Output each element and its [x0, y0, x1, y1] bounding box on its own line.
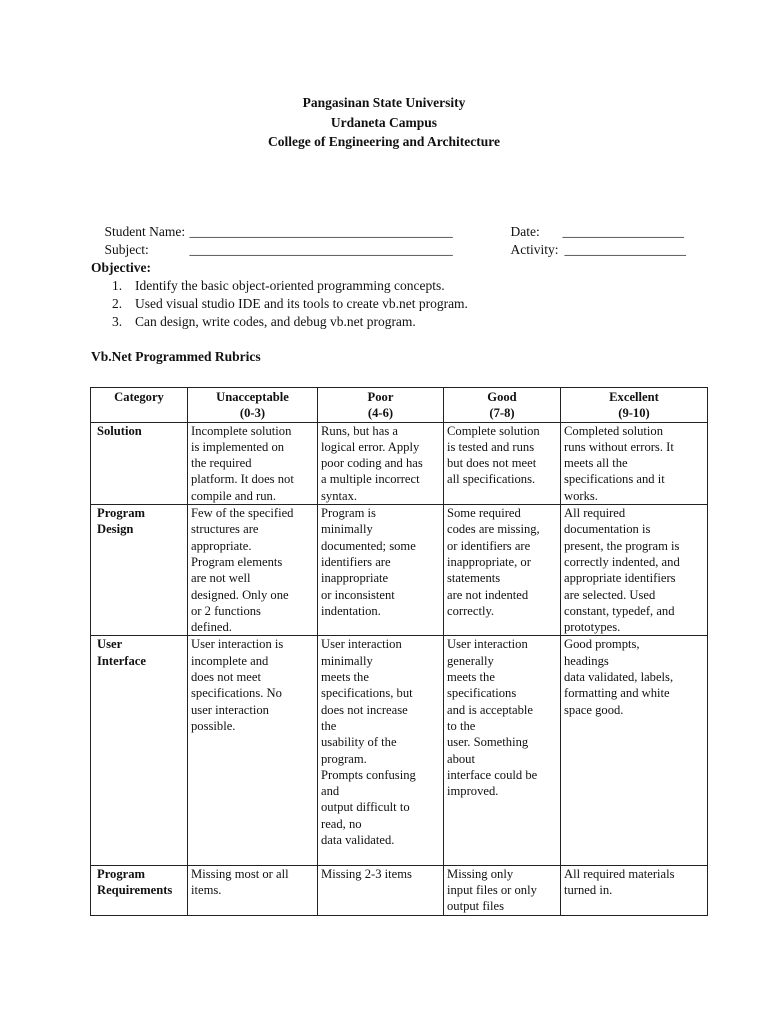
rubric-criteria-line: Good prompts,: [564, 637, 640, 652]
rubric-criteria-line: Runs, but has a: [321, 423, 398, 438]
rubric-row: [91, 636, 708, 865]
rubric-criteria-line: indentation.: [321, 603, 381, 618]
rubric-row: [91, 422, 708, 504]
rubric-category-line: Solution: [97, 423, 142, 438]
rubric-criteria-line: usability of the: [321, 735, 397, 750]
rubric-category-cell: [91, 422, 188, 504]
rubric-criteria-line: Completed solution: [564, 423, 663, 438]
rubric-criteria-line: designed. Only one: [191, 587, 289, 602]
activity-label: Activity:: [510, 242, 559, 257]
rubric-criteria-line: syntax.: [321, 488, 358, 503]
rubric-criteria-line: documented; some: [321, 538, 416, 553]
rubric-header-range: (7-8): [489, 406, 515, 421]
rubric-category-line: Program: [97, 506, 146, 521]
rubric-criteria-line: input files or only: [447, 882, 537, 897]
rubric-criteria-line: headings: [564, 653, 609, 668]
rubric-criteria-cell: [188, 636, 318, 865]
rubric-criteria-cell: [444, 505, 561, 636]
rubric-criteria-line: generally: [447, 653, 494, 668]
rubric-criteria-cell: [318, 865, 444, 915]
rubric-criteria-line: a multiple incorrect: [321, 472, 420, 487]
rubric-criteria-line: Program is: [321, 506, 376, 521]
rubric-criteria-cell: [188, 865, 318, 915]
rubric-criteria-line: the required: [191, 456, 252, 471]
rubric-criteria-line: constant, typedef, and: [564, 603, 675, 618]
rubric-criteria-line: Some required: [447, 506, 521, 521]
rubric-criteria-line: and is acceptable: [447, 702, 534, 717]
rubric-criteria-line: data validated, labels,: [564, 670, 674, 685]
rubric-header-row: [91, 388, 708, 423]
rubric-header-cell: [561, 388, 708, 423]
rubric-criteria-line: about: [447, 751, 475, 766]
rubric-table: [90, 387, 708, 916]
rubric-row: [91, 865, 708, 915]
rubric-criteria-line: but does not meet: [447, 456, 537, 471]
rubric-category-line: Program: [97, 866, 146, 881]
rubric-criteria-line: correctly indented, and: [564, 554, 680, 569]
rubric-criteria-cell: [318, 422, 444, 504]
date-label: Date:: [510, 224, 540, 239]
rubric-criteria-line: codes are missing,: [447, 522, 540, 537]
rubric-criteria-cell: [444, 636, 561, 865]
rubric-criteria-line: or 2 functions: [191, 603, 261, 618]
rubric-criteria-line: are not indented: [447, 587, 529, 602]
rubric-criteria-cell: [561, 865, 708, 915]
college-name: College of Engineering and Architecture: [268, 134, 500, 149]
objective-title: Objective:: [91, 260, 151, 275]
rubric-category-cell: [91, 636, 188, 865]
rubric-criteria-line: Few of the specified: [191, 506, 294, 521]
rubric-category-cell: [91, 505, 188, 636]
rubric-category-line: User: [97, 637, 123, 652]
rubric-criteria-line: appropriate.: [191, 538, 252, 553]
objective-section: [91, 259, 468, 331]
rubric-criteria-line: space good.: [564, 702, 624, 717]
rubric-criteria-line: platform. It does not: [191, 472, 294, 487]
rubric-criteria-line: Complete solution: [447, 423, 540, 438]
rubric-criteria-line: Prompts confusing: [321, 767, 416, 782]
rubric-criteria-line: All required materials: [564, 866, 675, 881]
rubric-criteria-line: works.: [564, 488, 598, 503]
activity-row: [497, 223, 559, 277]
rubric-header-name: Good: [487, 390, 517, 404]
objective-item: 3. Can design, write codes, and debug vb.net program.: [112, 314, 416, 329]
rubric-criteria-line: Incomplete solution: [191, 423, 292, 438]
rubric-criteria-line: appropriate identifiers: [564, 571, 676, 586]
rubric-criteria-line: compile and run.: [191, 488, 276, 503]
rubric-criteria-line: does not increase: [321, 702, 408, 717]
rubric-criteria-line: data validated.: [321, 833, 395, 848]
rubric-criteria-line: or inconsistent: [321, 587, 395, 602]
rubric-header-name: Excellent: [609, 390, 659, 404]
rubric-criteria-line: minimally: [321, 653, 373, 668]
rubric-criteria-line: are not well: [191, 571, 251, 586]
rubric-criteria-line: Missing 2-3 items: [321, 866, 412, 881]
subject-label: Subject:: [104, 242, 149, 257]
rubric-criteria-line: and: [321, 784, 340, 799]
campus-name: Urdaneta Campus: [330, 114, 438, 130]
rubric-criteria-line: all specifications.: [447, 472, 536, 487]
rubric-criteria-line: incomplete and: [191, 653, 269, 668]
document-header: [0, 93, 768, 152]
rubric-header-range: (9-10): [618, 406, 650, 421]
rubric-criteria-line: interface could be: [447, 767, 538, 782]
rubric-criteria-line: meets the: [447, 670, 495, 685]
rubric-criteria-cell: [318, 505, 444, 636]
rubric-criteria-line: All required: [564, 506, 626, 521]
objective-item: 2. Used visual studio IDE and its tools to create vb.net program.: [112, 296, 468, 311]
objective-list: [91, 277, 468, 331]
rubric-header-range: (4-6): [367, 406, 394, 421]
student-name-label: Student Name:: [104, 224, 186, 239]
student-name-line: _______________________________________: [189, 224, 453, 239]
rubric-criteria-line: output difficult to: [321, 800, 410, 815]
rubric-criteria-line: structures are: [191, 522, 259, 537]
rubric-criteria-line: specifications: [447, 686, 517, 701]
rubric-header-cell: [91, 388, 188, 423]
rubric-criteria-line: specifications, but: [321, 686, 413, 701]
rubric-criteria-cell: [318, 636, 444, 865]
rubric-row: [91, 505, 708, 636]
rubric-category-line: Design: [97, 522, 134, 537]
rubric-criteria-line: is tested and runs: [447, 439, 535, 454]
rubric-criteria-line: documentation is: [564, 522, 651, 537]
rubric-criteria-line: are selected. Used: [564, 587, 656, 602]
rubric-criteria-line: the: [321, 718, 337, 733]
rubric-category-cell: [91, 865, 188, 915]
rubric-criteria-line: defined.: [191, 620, 232, 635]
rubric-criteria-line: turned in.: [564, 882, 613, 897]
rubric-criteria-line: formatting and white: [564, 686, 670, 701]
rubric-criteria-line: output files: [447, 899, 505, 914]
rubric-criteria-line: inappropriate: [321, 571, 389, 586]
rubric-body: [91, 422, 708, 915]
rubric-criteria-line: logical error. Apply: [321, 439, 420, 454]
rubric-header-name: Poor: [367, 390, 394, 404]
rubric-criteria-line: items.: [191, 882, 222, 897]
rubric-criteria-line: identifiers are: [321, 554, 391, 569]
rubric-criteria-line: to the: [447, 718, 476, 733]
rubric-criteria-line: specifications and it: [564, 472, 665, 487]
rubric-criteria-cell: [561, 422, 708, 504]
rubric-criteria-line: program.: [321, 751, 367, 766]
rubric-criteria-line: inappropriate, or: [447, 554, 531, 569]
rubric-criteria-line: present, the program is: [564, 538, 680, 553]
subject-line: _______________________________________: [189, 242, 453, 257]
rubric-criteria-line: read, no: [321, 816, 362, 831]
rubric-criteria-line: User interaction: [321, 637, 402, 652]
rubric-criteria-line: possible.: [191, 718, 236, 733]
activity-line: __________________: [564, 242, 686, 257]
rubric-criteria-cell: [444, 865, 561, 915]
rubric-criteria-line: or identifiers are: [447, 538, 531, 553]
rubric-criteria-line: does not meet: [191, 670, 261, 685]
rubric-criteria-line: is implemented on: [191, 439, 285, 454]
rubric-criteria-cell: [188, 505, 318, 636]
activity-field: [551, 223, 686, 277]
rubric-criteria-line: poor coding and has: [321, 456, 423, 471]
rubric-criteria-cell: [561, 505, 708, 636]
rubric-criteria-line: meets all the: [564, 456, 628, 471]
rubric-criteria-line: minimally: [321, 522, 373, 537]
rubric-criteria-line: specifications. No: [191, 686, 282, 701]
rubric-criteria-cell: [561, 636, 708, 865]
rubric-criteria-line: Missing only: [447, 866, 514, 881]
rubric-criteria-line: user. Something: [447, 735, 529, 750]
rubric-criteria-cell: [188, 422, 318, 504]
rubric-criteria-line: user interaction: [191, 702, 269, 717]
university-name: Pangasinan State University: [302, 95, 466, 110]
rubric-header-range: (0-3): [239, 406, 266, 421]
rubric-category-line: Requirements: [97, 882, 173, 897]
rubric-criteria-line: User interaction: [447, 637, 528, 652]
rubric-criteria-line: correctly.: [447, 603, 495, 618]
rubric-title: Vb.Net Programmed Rubrics: [91, 349, 261, 364]
rubric-header-name: Category: [114, 390, 164, 404]
rubric-criteria-line: prototypes.: [564, 620, 621, 635]
rubric-criteria-line: Missing most or all: [191, 866, 289, 881]
rubric-header-cell: [318, 388, 444, 423]
objective-item: 1. Identify the basic object-oriented programming concepts.: [112, 278, 445, 293]
rubric-criteria-cell: [444, 422, 561, 504]
date-line: __________________: [562, 224, 684, 239]
rubric-criteria-line: runs without errors. It: [564, 439, 674, 454]
rubric-header-name: Unacceptable: [216, 390, 289, 404]
rubric-criteria-line: statements: [447, 571, 501, 586]
rubric-category-line: Interface: [97, 653, 146, 668]
rubric-criteria-line: User interaction is: [191, 637, 284, 652]
rubric-criteria-line: meets the: [321, 670, 369, 685]
rubric-header-cell: [444, 388, 561, 423]
rubric-header-cell: [188, 388, 318, 423]
rubric-criteria-line: Program elements: [191, 554, 283, 569]
rubric-criteria-line: [321, 848, 440, 864]
rubric-criteria-line: improved.: [447, 784, 499, 799]
